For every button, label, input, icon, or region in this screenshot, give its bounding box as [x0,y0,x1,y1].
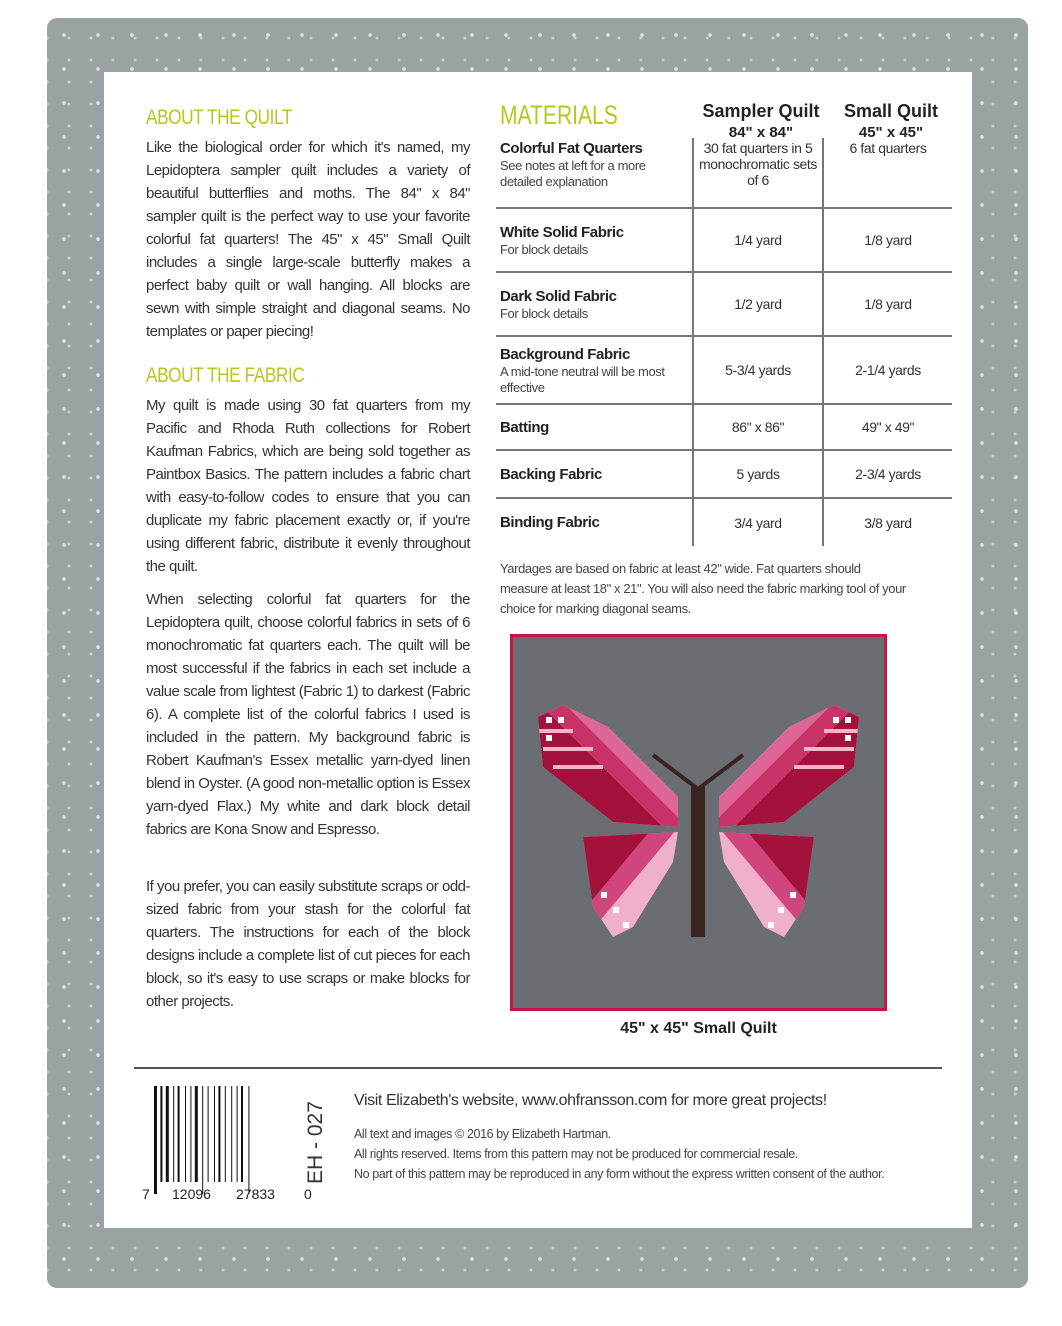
about-fabric-p3: If you prefer, you can easily substitute scraps or odd-sized fabric from your stash for the colorful fat quarters. The instructions for each of the block designs include a complete list of cut pieces for each block, so it's easy to use scraps or make blocks for other projects. [146,878,470,1010]
pattern-back-cover [104,72,972,1228]
barcode-bar [237,1086,238,1182]
barcode-digit-1: 7 [142,1186,150,1202]
materials-heading: MATERIALS [500,100,618,130]
material-name-cell: Backing Fabric [496,450,693,498]
small-amount: 2-3/4 yards [823,450,952,498]
barcode-bar [160,1086,162,1182]
small-amount: 6 fat quarters [823,138,952,208]
barcode-bar [195,1086,198,1182]
sampler-amount: 5-3/4 yards [693,336,823,404]
website-line: Visit Elizabeth's website, www.ohfransson.com for more great projects! [354,1092,827,1109]
materials-row [496,208,952,272]
pattern-sku: EH - 027 [304,1101,327,1184]
about-quilt-heading: ABOUT THE QUILT [146,106,292,129]
barcode-digit-4: 0 [304,1186,312,1202]
material-name-cell: Binding Fabric [496,498,693,546]
sampler-amount: 86" x 86" [693,404,823,450]
barcode-bar [248,1086,249,1194]
barcode-bar [214,1086,215,1182]
image-caption: 45" x 45" Small Quilt [620,1020,777,1037]
barcode-bar [190,1086,191,1182]
barcode-bar [208,1086,209,1182]
yardage-note: Yardages are based on fabric at least 42" wide. Fat quarters should measure at least 18" x 21". You will also need the fabric marking tool of your choice for marking diagonal seams. [500,561,906,616]
materials-row [496,498,952,546]
column-header-sampler: Sampler Quilt 84" x 84" [702,101,820,141]
materials-row [496,138,952,208]
materials-table [496,138,952,546]
materials-row [496,272,952,336]
barcode-bar [185,1086,186,1182]
barcode-bar [178,1086,180,1182]
small-amount: 1/8 yard [823,272,952,336]
barcode [152,1086,300,1194]
materials-row [496,450,952,498]
material-name-cell: Dark Solid Fabric For block details [496,272,693,336]
butterfly-quilt-image [510,634,887,1011]
legal-text: All text and images © 2016 by Elizabeth Hartman. All rights reserved. Items from this pattern may not be produced for commercial resale. No part of this pattern may be reproduced in any form without the express written consent of the author. [354,1127,885,1181]
small-amount: 3/8 yard [823,498,952,546]
barcode-bar [225,1086,226,1182]
barcode-digit-2: 12096 [172,1186,211,1202]
column-header-small: Small Quilt 45" x 45" [843,101,939,141]
sampler-amount: 1/4 yard [693,208,823,272]
barcode-bar [173,1086,174,1182]
small-amount: 49" x 49" [823,404,952,450]
about-fabric-p1: My quilt is made using 30 fat quarters from my Pacific and Rhoda Ruth collections for Robert Kaufman Fabrics, which are being sold together as Paintbox Basics. The pattern includes a fabric chart with easy-to-follow codes to ensure that you can duplicate my fabric placement exactly or, if you're using different fabric, distribute it evenly throughout the quilt. [146,397,470,575]
barcode-bar [166,1086,169,1182]
barcode-bar [231,1086,232,1182]
about-quilt-text: Like the biological order for which it's named, my Lepidoptera sampler quilt includes a variety of beautiful butterflies and moths. The 84" x 84" sampler quilt is the perfect way to use your favorite colorful fat quarters! The 45" x 45" Small Quilt includes a single large-scale butterfly makes a perfect baby quilt or wall hanging. All blocks are sewn with simple straight and diagonal seams. No templates or paper piecing! [146,139,470,340]
small-amount: 1/8 yard [823,208,952,272]
about-fabric-heading: ABOUT THE FABRIC [146,364,305,387]
material-name-cell: Background Fabric A mid-tone neutral will be most effective [496,336,693,404]
material-name-cell: White Solid Fabric For block details [496,208,693,272]
materials-row [496,404,952,450]
sampler-amount: 30 fat quarters in 5 monochromatic sets of 6 [693,138,823,208]
sampler-amount: 3/4 yard [693,498,823,546]
material-name-cell: Batting [496,404,693,450]
barcode-digit-3: 27833 [236,1186,275,1202]
barcode-bar [218,1086,220,1182]
sampler-amount: 1/2 yard [693,272,823,336]
barcode-bar [154,1086,157,1194]
barcode-bar [241,1086,243,1182]
about-fabric-p2: When selecting colorful fat quarters for the Lepidoptera quilt, choose colorful fabrics in sets of 6 monochromatic fat quarters each. The quilt will be most successful if the fabrics in each set include a value scale from lightest (Fabric 1) to darkest (Fabric 6). A complete list of the colorful fabrics I used is included in the pattern. My background fabric is Robert Kaufman's Essex metallic yarn-dyed linen blend in Oyster. (A good non-metallic option is Essex yarn-dyed Flax.) My white and dark block detail fabrics are Kona Snow and Espresso. [146,591,470,838]
materials-row [496,336,952,404]
material-name-cell: Colorful Fat Quarters See notes at left for a more detailed explanation [500,140,646,189]
barcode-bar [202,1086,203,1194]
sampler-amount: 5 yards [693,450,823,498]
small-amount: 2-1/4 yards [823,336,952,404]
footer-divider [134,1067,942,1069]
